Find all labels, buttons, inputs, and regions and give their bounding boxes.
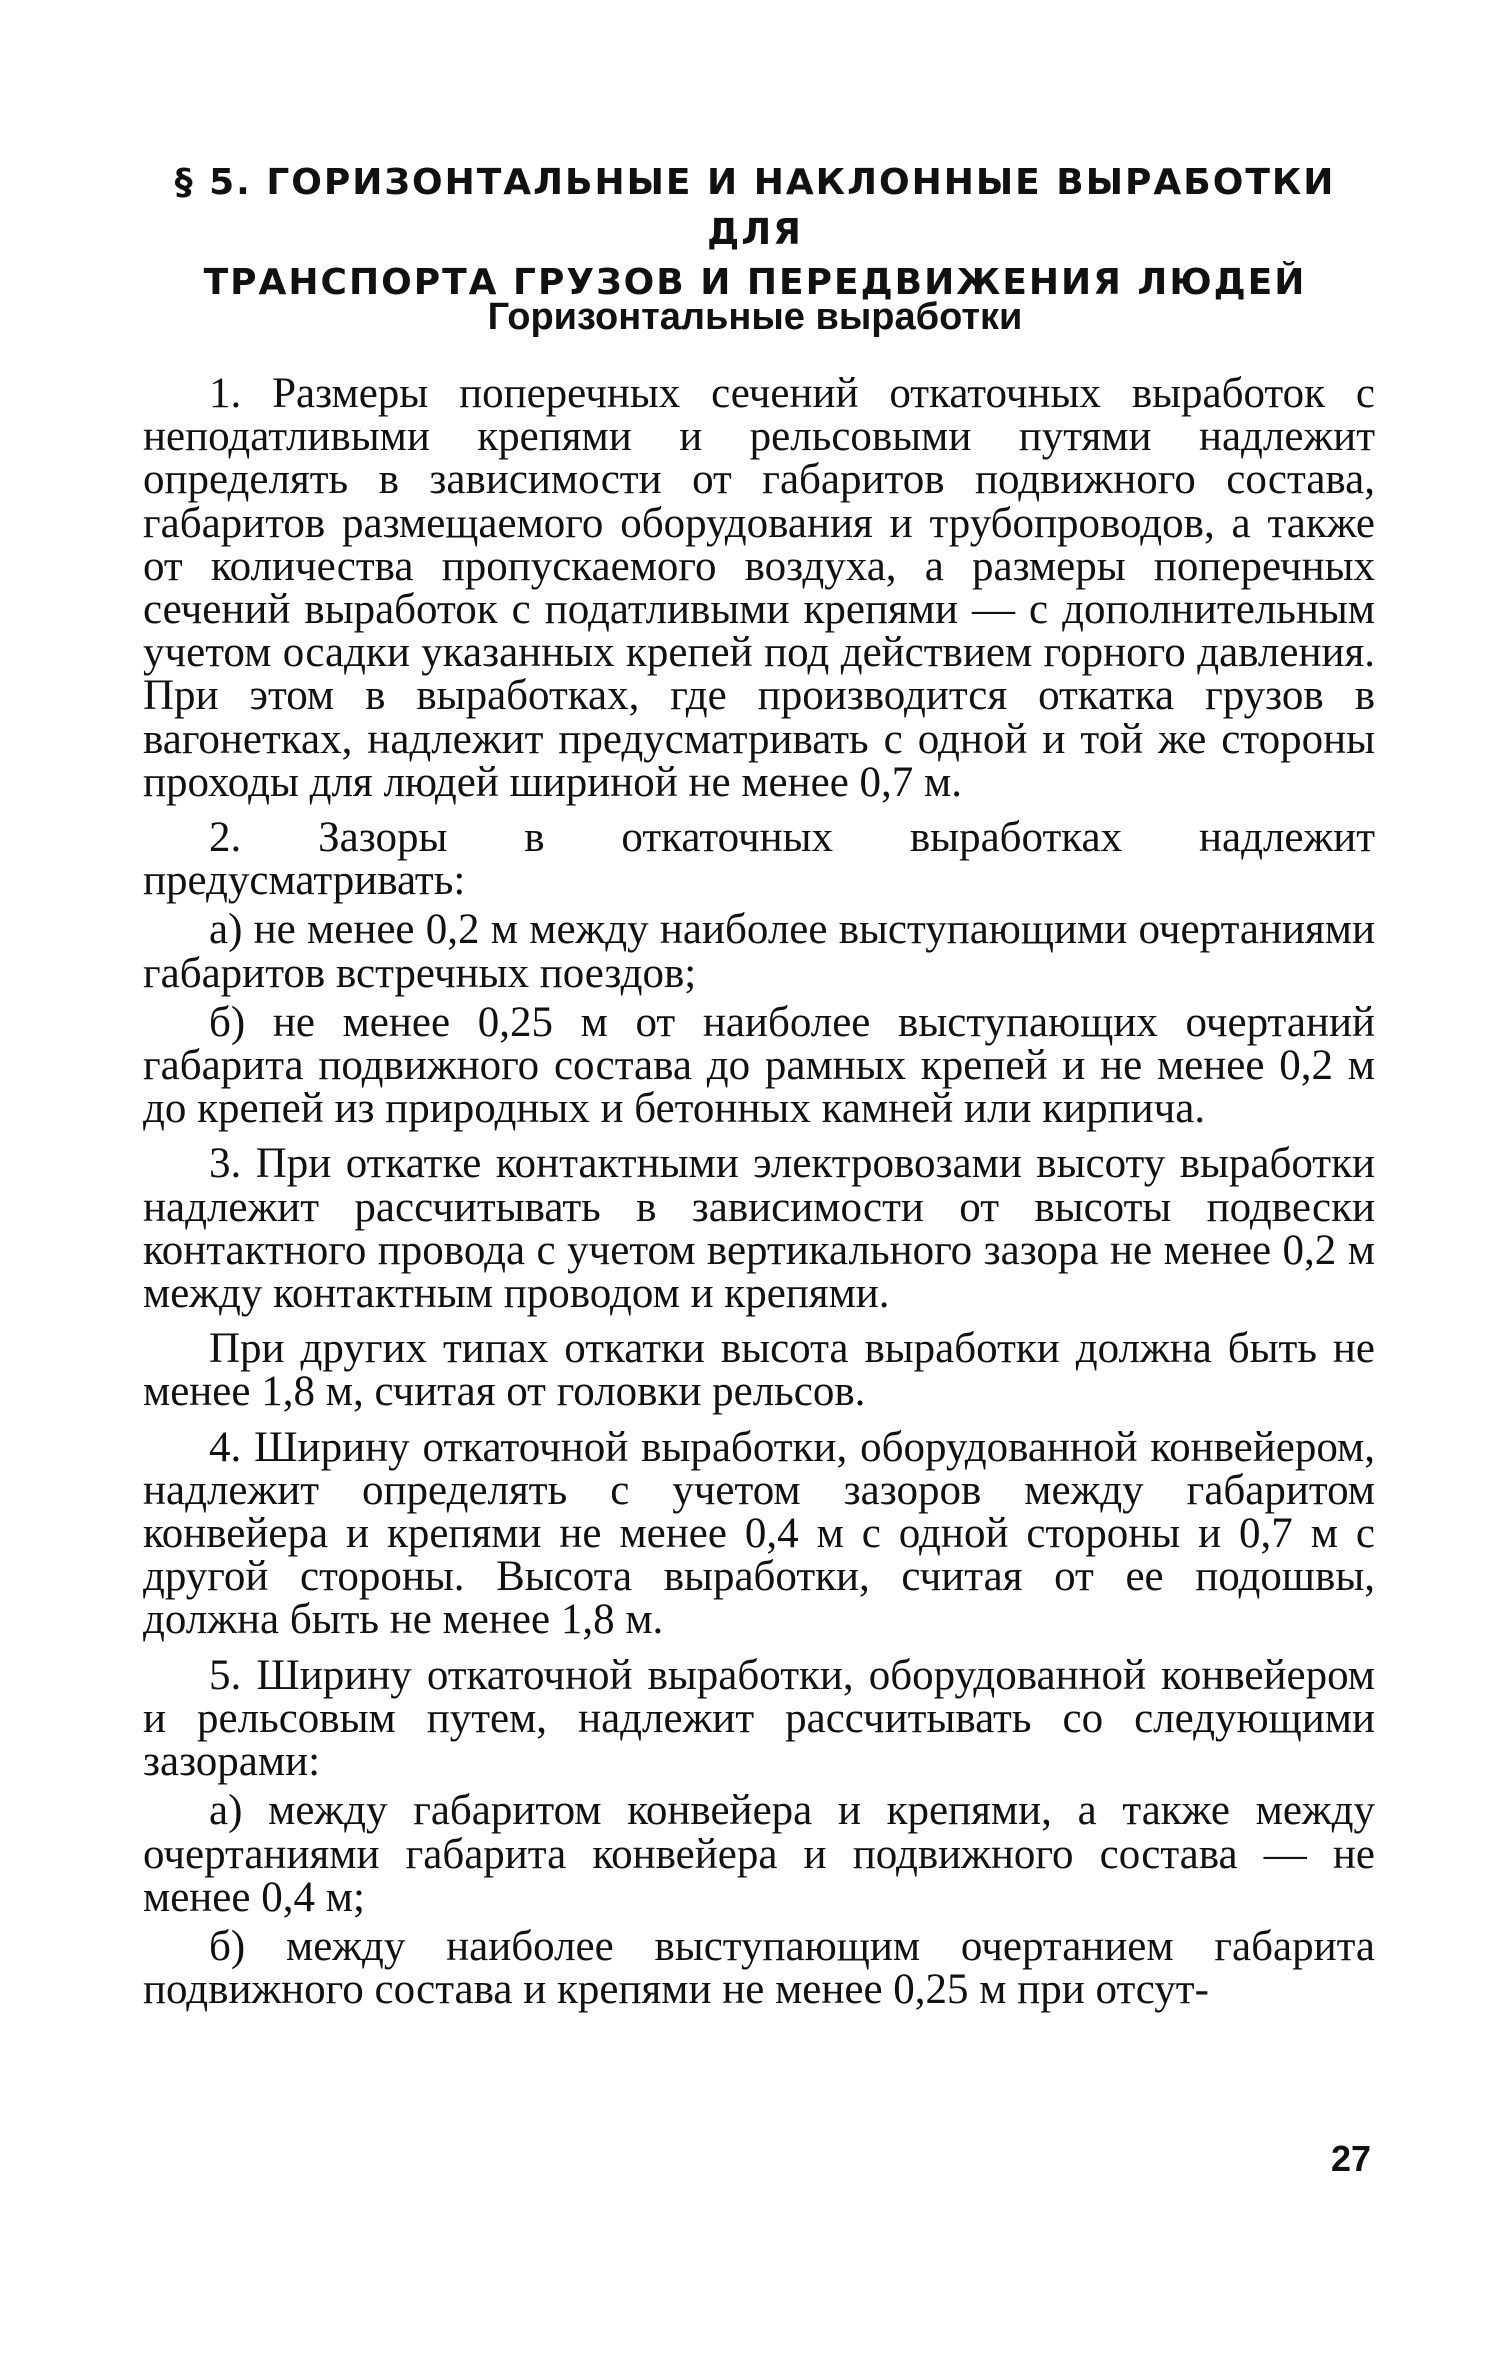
- section-heading-line-2: ТРАНСПОРТА ГРУЗОВ И ПЕРЕДВИЖЕНИЯ ЛЮДЕЙ: [203, 262, 1307, 303]
- body-text: [143, 370, 1375, 2014]
- paragraph-5a: а) между габаритом конвейера и крепями, а также между очертаниями габарита конвейера и подвижного состава — не менее 0,4 м;: [143, 1787, 1375, 1921]
- paragraph-4: 4. Ширину откаточной выработки, оборудованной конвейером, надлежит определять с учетом зазоров между габаритом конвейера и крепями не менее 0,4 м с одной стороны и 0,7 м с другой стороны. Высота выработки, считая от ее подошвы, должна быть не менее 1,8 м.: [143, 1423, 1375, 1644]
- paragraph-2a: а) не менее 0,2 м между наиболее выступающими очертаниями габаритов встречных поездов;: [143, 906, 1375, 997]
- page-number: 27: [1330, 2138, 1371, 2179]
- subheading: Горизонтальные выработки: [487, 296, 1023, 338]
- section-heading-line-1: § 5. ГОРИЗОНТАЛЬНЫЕ И НАКЛОННЫЕ ВЫРАБОТКИ ДЛЯ: [174, 162, 1336, 253]
- paragraph-3-cont: При других типах откатки высота выработки должна быть не менее 1,8 м, считая от головки рельсов.: [143, 1325, 1375, 1416]
- paragraph-5: 5. Ширину откаточной выработки, оборудованной конвейером и рельсовым путем, надлежит рассчитывать со следующими зазорами:: [143, 1651, 1375, 1786]
- paragraph-5b: б) между наиболее выступающим очертанием габарита подвижного состава и крепями не менее 0,25 м при отсут-: [143, 1922, 1375, 2014]
- paragraph-3: 3. При откатке контактными электровозами высоту выработки надлежит рассчитывать в зависимости от высоты подвески контактного провода с учетом вертикального зазора не менее 0,2 м между контактным проводом и крепями.: [143, 1140, 1375, 1318]
- section-heading: [140, 158, 1370, 308]
- paragraph-2: 2. Зазоры в откаточных выработках надлежит предусматривать:: [143, 814, 1375, 905]
- paragraph-1: 1. Размеры поперечных сечений откаточных выработок с неподатливыми крепями и рельсовыми путями надлежит определять в зависимости от габаритов подвижного состава, габаритов размещаемого оборудования и трубопроводов, а также от количества пропускаемого воздуха, а размеры поперечных сечений выработок с податливыми крепями — с дополнительным учетом осадки указанных крепей под действием горного давления. При этом в выработках, где производится откатка грузов в вагонетках, надлежит предусматривать с одной и той же стороны проходы для людей шириной не менее 0,7 м.: [143, 370, 1375, 806]
- paragraph-2b: б) не менее 0,25 м от наиболее выступающих очертаний габарита подвижного состава до рамных крепей и не менее 0,2 м до крепей из природных и бетонных камней или кирпича.: [143, 998, 1375, 1133]
